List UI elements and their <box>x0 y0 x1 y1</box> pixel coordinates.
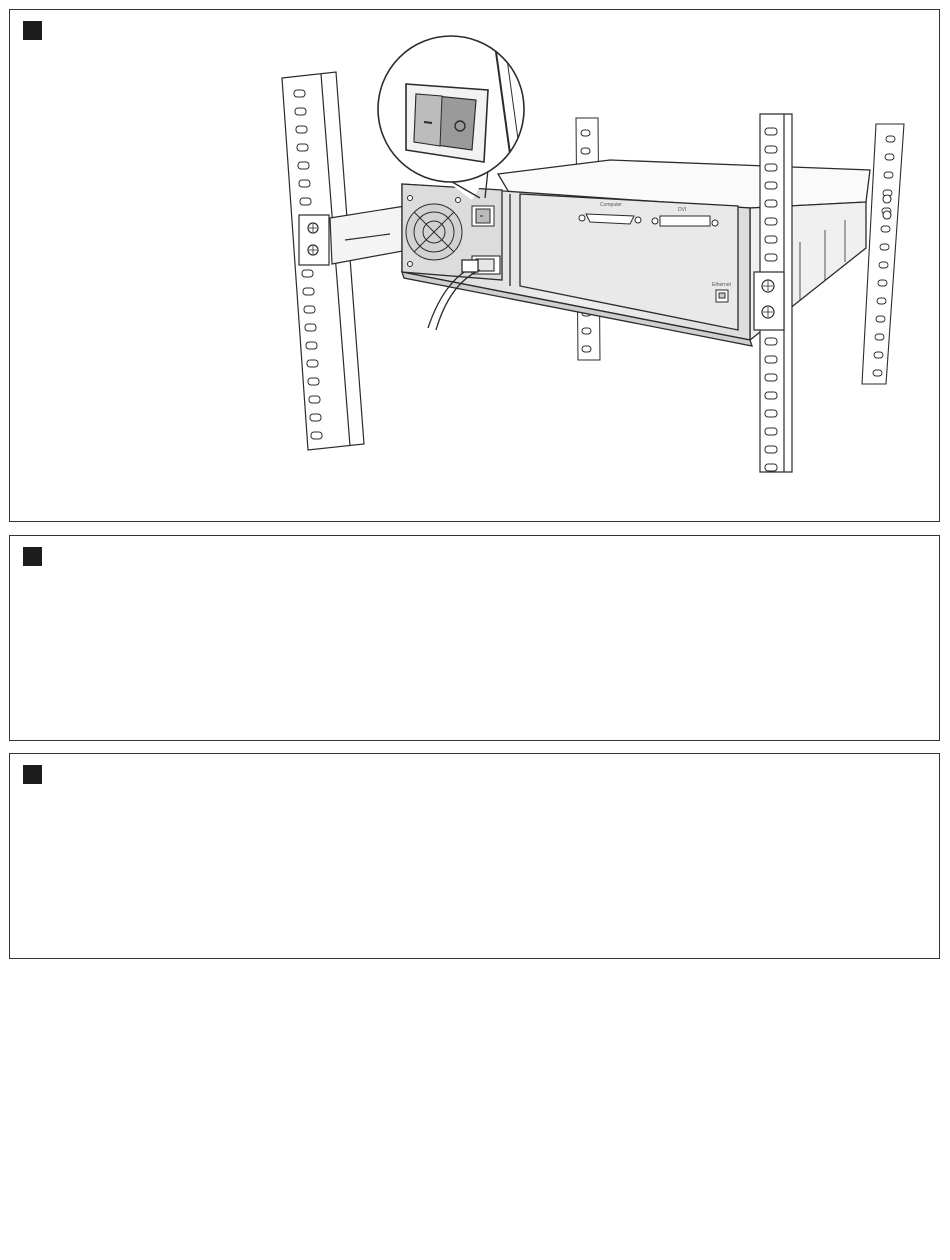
step-panel-3 <box>9 753 940 959</box>
dvi-port <box>652 216 718 226</box>
step-panel-1 <box>9 9 940 522</box>
step-panel-2 <box>9 535 940 741</box>
rack-mount-illustration <box>10 10 939 521</box>
ethernet-port-label: Ethernet <box>712 282 731 288</box>
power-switch-small <box>472 206 494 226</box>
rocker-switch-icon <box>406 84 488 162</box>
vga-port-label: Computer <box>600 202 622 208</box>
step-marker-3 <box>23 765 42 784</box>
left-bracket <box>299 206 408 265</box>
ethernet-port <box>716 290 728 302</box>
step-marker-2 <box>23 547 42 566</box>
dvi-port-label: DVI <box>678 207 687 213</box>
right-front-rack-rail <box>754 114 792 472</box>
right-rear-rack-rail <box>862 124 904 384</box>
